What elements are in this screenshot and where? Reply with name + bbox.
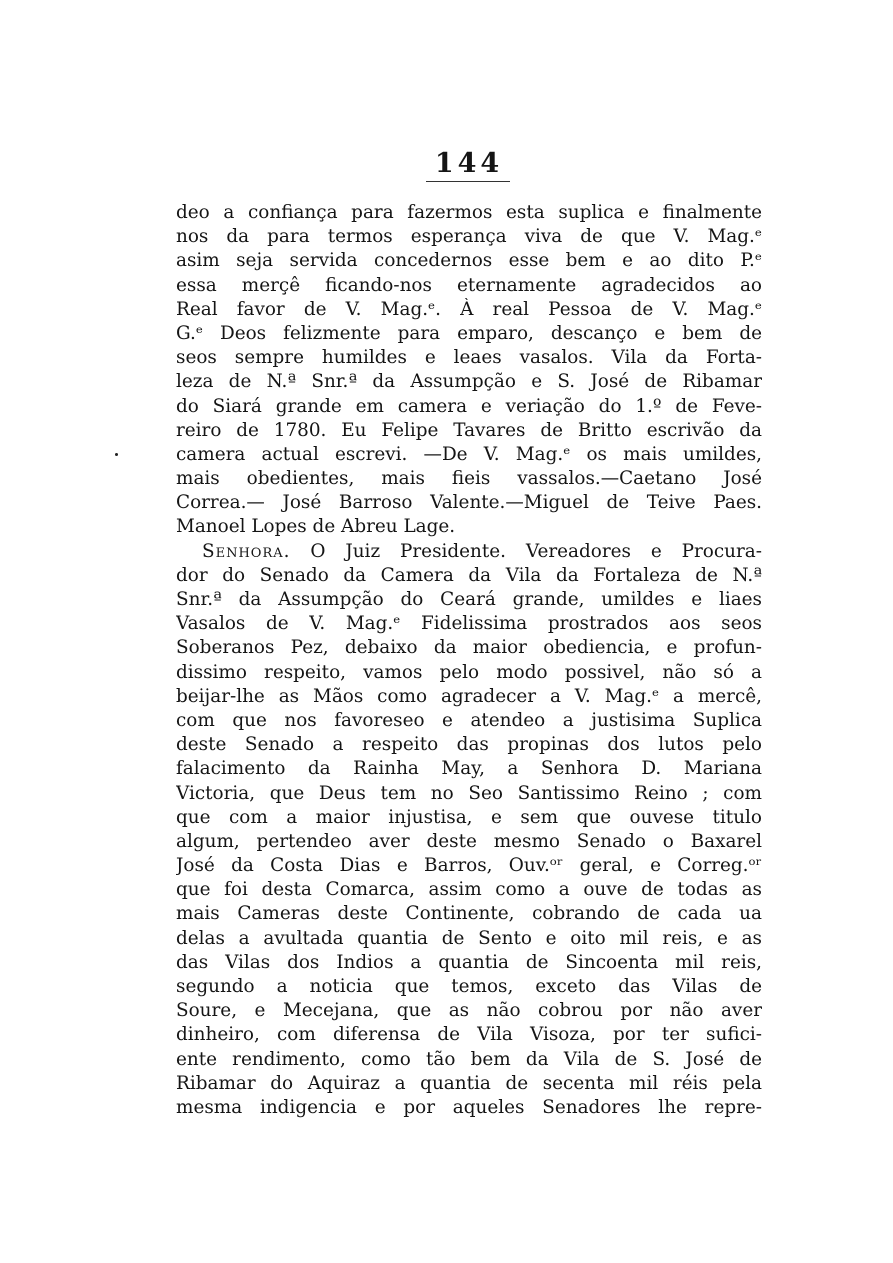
text-line: G.ᵉ Deos felizmente para emparo, descanço e bem de bbox=[176, 322, 762, 344]
text-line-rest: O Juiz Presidente. Vereadores e Procura- bbox=[290, 540, 762, 562]
text-line: nos da para termos esperança viva de que V. Mag.ᵉ bbox=[176, 226, 762, 248]
paragraph-1 bbox=[176, 201, 762, 540]
page-number: 144 bbox=[434, 148, 504, 179]
text-line: que com a maior injustisa, e sem que ouvese titulo bbox=[176, 806, 762, 828]
text-line: essa merçê ficando-nos eternamente agradecidos ao bbox=[176, 274, 762, 296]
text-line: Vasalos de V. Mag.ᵉ Fidelissima prostrados aos seos bbox=[176, 613, 762, 635]
text-line: com que nos favoreseo e atendeo a justisima Suplica bbox=[176, 709, 762, 731]
text-line bbox=[176, 540, 762, 564]
text-line: Soberanos Pez, debaixo da maior obediencia, e profun- bbox=[176, 637, 762, 659]
text-line: segundo a noticia que temos, exceto das Vilas de bbox=[176, 976, 762, 997]
text-line: Manoel Lopes de Abreu Lage. bbox=[176, 516, 456, 538]
text-line: mais Cameras deste Continente, cobrando de cada ua bbox=[176, 903, 762, 925]
text-line: reiro de 1780. Eu Felipe Tavares de Britto escrivão da bbox=[176, 419, 762, 441]
text-line: mais obedientes, mais fieis vassalos.—Caetano José bbox=[176, 468, 762, 490]
paragraph-2 bbox=[176, 540, 762, 1121]
text-line: leza de N.ª Snr.ª da Assumpção e S. José de Ribamar bbox=[176, 371, 762, 393]
margin-speck bbox=[115, 453, 118, 456]
text-line: algum, pertendeo aver deste mesmo Senado o Baxarel bbox=[176, 830, 762, 852]
text-line: dinheiro, com diferensa de Vila Visoza, por ter sufici- bbox=[176, 1024, 762, 1046]
body-text bbox=[176, 201, 762, 1120]
text-line: do Siará grande em camera e veriação do 1.º de Feve- bbox=[176, 395, 762, 417]
text-line: Real favor de V. Mag.ᵉ. À real Pessoa de V. Mag.ᵉ bbox=[176, 298, 762, 320]
text-line: ente rendimento, como tão bem da Vila de S. José de bbox=[176, 1048, 762, 1070]
text-line: Correa.— José Barroso Valente.—Miguel de Teive Paes. bbox=[176, 492, 762, 514]
text-line: das Vilas dos Indios a quantia de Sincoenta mil reis, bbox=[176, 951, 762, 973]
text-line: Soure, e Mecejana, que as não cobrou por não aver bbox=[176, 1000, 762, 1022]
text-line: camera actual escrevi. —De V. Mag.ᵉ os mais umildes, bbox=[176, 443, 762, 465]
text-line: Snr.ª da Assumpção do Ceará grande, umildes e liaes bbox=[176, 589, 762, 610]
page-number-underline bbox=[426, 181, 510, 182]
text-line: delas a avultada quantia de Sento e oito mil reis, e as bbox=[176, 927, 762, 949]
text-line: José da Costa Dias e Barros, Ouv.ᵒʳ geral, e Correg.ᵒʳ bbox=[176, 855, 762, 877]
text-line: seos sempre humildes e leaes vasalos. Vila da Forta- bbox=[176, 347, 762, 369]
text-line: Ribamar do Aquiraz a quantia de secenta mil réis pela bbox=[176, 1072, 762, 1094]
text-line: que foi desta Comarca, assim como a ouve de todas as bbox=[176, 879, 762, 901]
text-line: Victoria, que Deus tem no Seo Santissimo Reino ; com bbox=[176, 782, 762, 804]
text-line: dor do Senado da Camera da Vila da Fortaleza de N.ª bbox=[176, 564, 762, 586]
text-line: beijar-lhe as Mãos como agradecer a V. Mag.ᵉ a mercê, bbox=[176, 685, 762, 707]
text-line: asim seja servida concedernos esse bem e ao dito P.ᵉ bbox=[176, 250, 762, 272]
salutation: Senhora. bbox=[202, 540, 291, 562]
text-line: deste Senado a respeito das propinas dos lutos pelo bbox=[176, 734, 762, 756]
text-line: dissimo respeito, vamos pelo modo possivel, não só a bbox=[176, 661, 762, 683]
text-line: deo a confiança para fazermos esta suplica e finalmente bbox=[176, 202, 762, 223]
text-line: falacimento da Rainha May, a Senhora D. Mariana bbox=[176, 758, 762, 780]
text-line: mesma indigencia e por aqueles Senadores lhe repre- bbox=[176, 1096, 762, 1118]
